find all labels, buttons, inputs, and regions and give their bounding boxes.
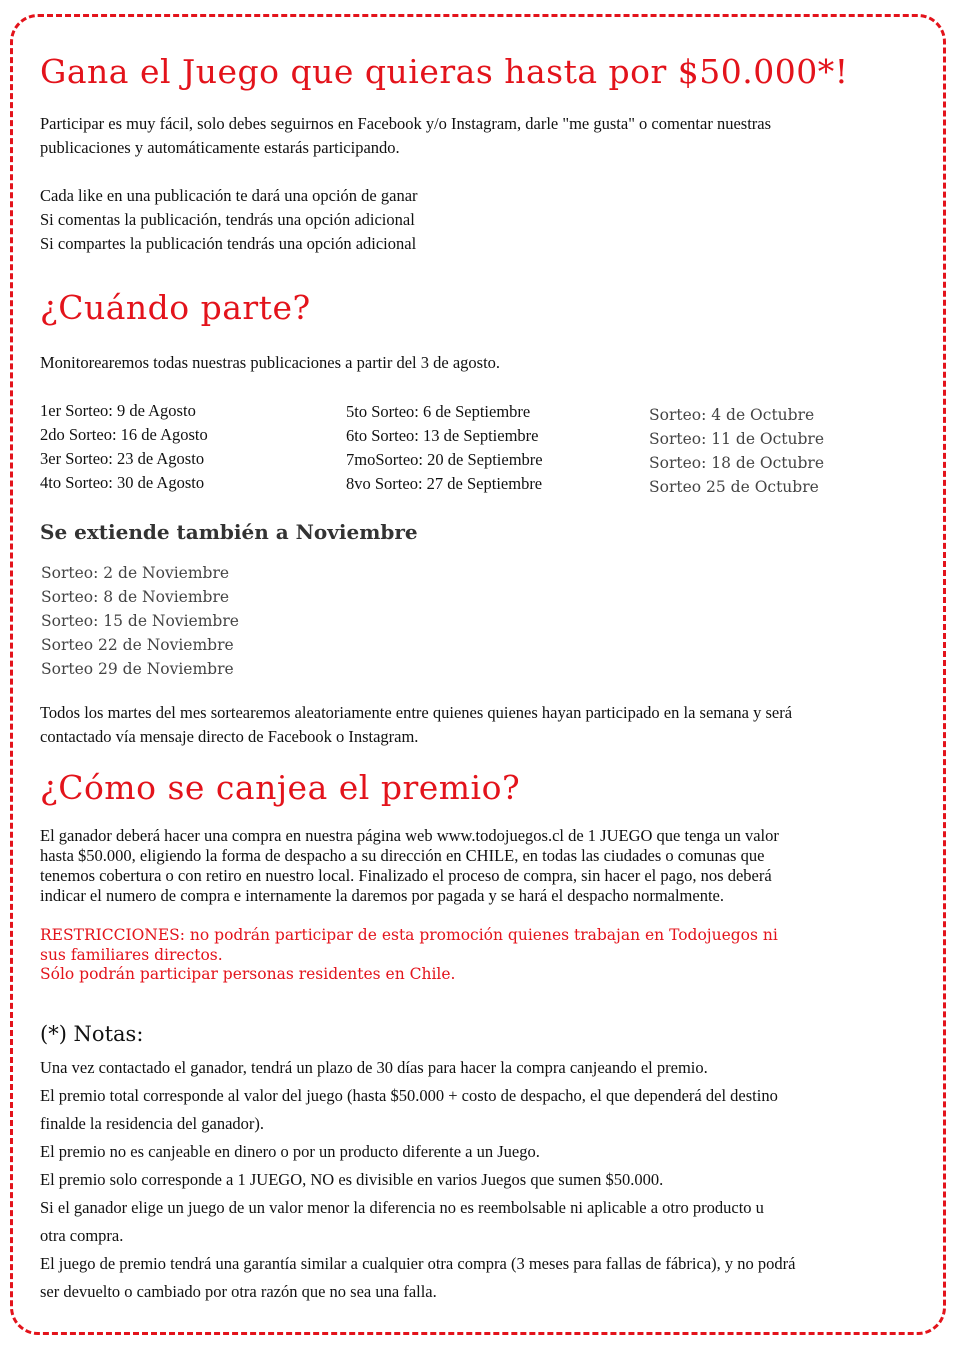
note-line: Si el ganador elige un juego de un valor menor la diferencia no es reembolsable ni aplicable a otro producto u — [40, 1198, 764, 1217]
restriction-line: RESTRICCIONES: no podrán participar de esta promoción quienes trabajan en Todojuegos ni — [40, 926, 778, 944]
draws-november — [41, 561, 239, 681]
draw-item: 1er Sorteo: 9 de Agosto — [40, 401, 196, 420]
options-list — [40, 184, 418, 256]
draw-item: 7moSorteo: 20 de Septiembre — [346, 450, 543, 469]
draw-item: Sorteo: 15 de Noviembre — [41, 612, 239, 630]
monitor-text: Monitorearemos todas nuestras publicaciones a partir del 3 de agosto. — [40, 353, 501, 372]
redeem-line: tenemos cobertura o con retiro en nuestro local. Finalizado el proceso de compra, sin hacer el pago, nos deberá — [40, 866, 772, 885]
draw-item: 8vo Sorteo: 27 de Septiembre — [346, 474, 543, 493]
draw-item: Sorteo 29 de Noviembre — [41, 660, 234, 678]
draw-item: Sorteo 22 de Noviembre — [41, 636, 234, 654]
intro-paragraph — [40, 112, 771, 160]
option-line: Si comentas la publicación, tendrás una opción adicional — [40, 210, 415, 229]
page-title: Gana el Juego que quieras hasta por $50.000*! — [40, 52, 849, 91]
draw-item: Sorteo 25 de Octubre — [649, 478, 819, 496]
draws-september — [346, 400, 543, 496]
option-line: Cada like en una publicación te dará una opción de ganar — [40, 186, 418, 205]
draw-item: 3er Sorteo: 23 de Agosto — [40, 449, 205, 468]
redeem-heading: ¿Cómo se canjea el premio? — [40, 768, 521, 807]
tuesday-line: contactado vía mensaje directo de Facebook o Instagram. — [40, 727, 419, 746]
intro-line: publicaciones y automáticamente estarás participando. — [40, 138, 400, 157]
draw-item: Sorteo: 2 de Noviembre — [41, 564, 230, 582]
notes-list — [40, 1054, 795, 1306]
redeem-line: El ganador deberá hacer una compra en nuestra página web www.todojuegos.cl de 1 JUEGO que tenga un valor — [40, 826, 779, 845]
redeem-paragraph — [40, 826, 779, 906]
note-line: Una vez contactado el ganador, tendrá un plazo de 30 días para hacer la compra canjeando el premio. — [40, 1058, 708, 1077]
note-line: finalde la residencia del ganador). — [40, 1114, 265, 1133]
note-line: El premio no es canjeable en dinero o por un producto diferente a un Juego. — [40, 1142, 540, 1161]
note-line: ser devuelto o cambiado por otra razón que no sea una falla. — [40, 1282, 437, 1301]
draw-item: Sorteo: 18 de Octubre — [649, 454, 825, 472]
draw-item: Sorteo: 8 de Noviembre — [41, 588, 230, 606]
draws-august — [40, 399, 208, 495]
draws-october — [649, 403, 824, 499]
draw-item: 4to Sorteo: 30 de Agosto — [40, 473, 205, 492]
option-line: Si compartes la publicación tendrás una opción adicional — [40, 234, 417, 253]
draw-item: 5to Sorteo: 6 de Septiembre — [346, 402, 531, 421]
note-line: El premio total corresponde al valor del juego (hasta $50.000 + costo de despacho, el que dependerá del destino — [40, 1086, 778, 1105]
intro-line: Participar es muy fácil, solo debes seguirnos en Facebook y/o Instagram, darle "me gusta" o comentar nuestras — [40, 114, 772, 133]
redeem-line: indicar el numero de compra e internamente la daremos por pagada y se hará el despacho normalmente. — [40, 886, 725, 905]
redeem-line: hasta $50.000, eligiendo la forma de despacho a su dirección en CHILE, en todas las ciudades o comunas que — [40, 846, 765, 865]
when-heading: ¿Cuándo parte? — [40, 288, 311, 327]
draw-item: 6to Sorteo: 13 de Septiembre — [346, 426, 539, 445]
restriction-line: sus familiares directos. — [40, 945, 223, 964]
tuesday-paragraph — [40, 701, 792, 749]
restriction-line: Sólo podrán participar personas residentes en Chile. — [40, 965, 456, 983]
november-heading: Se extiende también a Noviembre — [40, 520, 418, 544]
draw-item: Sorteo: 11 de Octubre — [649, 430, 825, 448]
note-line: otra compra. — [40, 1226, 124, 1245]
note-line: El premio solo corresponde a 1 JUEGO, NO es divisible en varios Juegos que sumen $50.000. — [40, 1170, 664, 1189]
draw-item: 2do Sorteo: 16 de Agosto — [40, 425, 208, 444]
notes-heading: (*) Notas: — [40, 1022, 144, 1046]
draw-item: Sorteo: 4 de Octubre — [649, 406, 815, 424]
note-line: El juego de premio tendrá una garantía similar a cualquier otra compra (3 meses para fallas de fábrica), y no podrá — [40, 1254, 796, 1273]
restrictions — [40, 926, 778, 985]
tuesday-line: Todos los martes del mes sortearemos aleatoriamente entre quienes quienes hayan participado en la semana y será — [40, 703, 793, 722]
